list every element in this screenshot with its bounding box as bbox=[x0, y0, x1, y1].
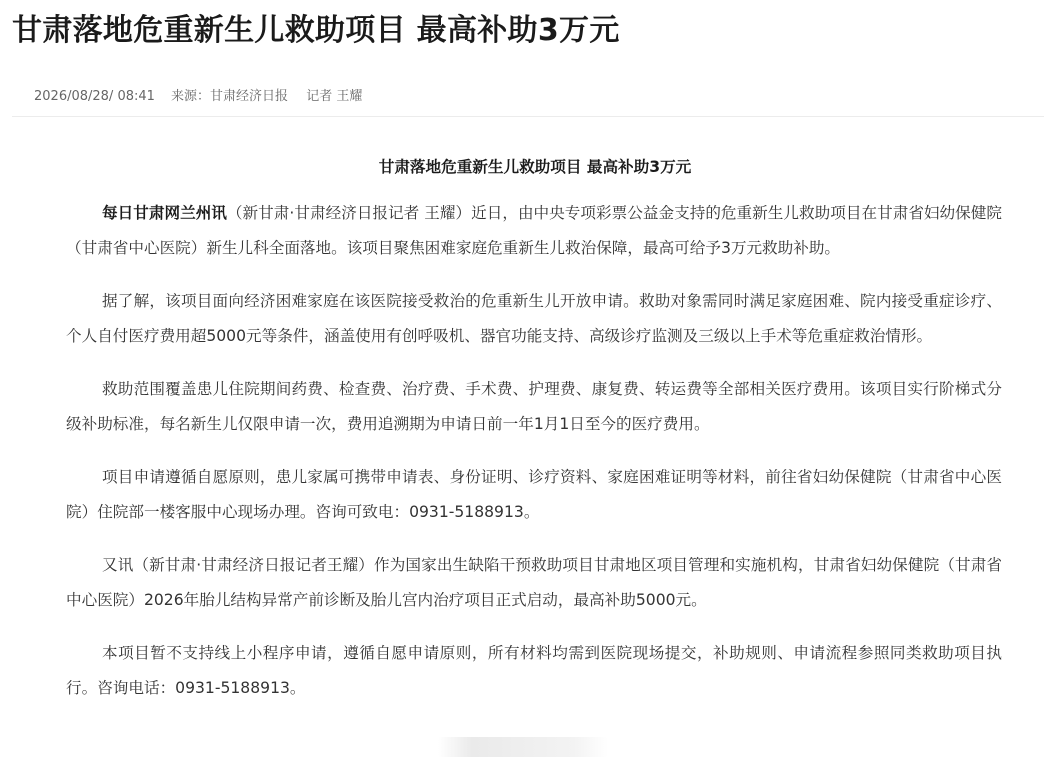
paragraph-5: 又讯（新甘肃·甘肃经济日报记者王耀）作为国家出生缺陷干预救助项目甘肃地区项目管理和实施机构，甘肃省妇幼保健院（甘肃省中心医院）2026年胎儿结构异常产前诊断及胎儿宫内治疗项目正式启动，最高补助5000元。 bbox=[66, 556, 1002, 609]
publish-date: 2026/08/28/ 08:41 bbox=[34, 89, 155, 104]
reporter-name: 记者 王耀 bbox=[306, 89, 363, 104]
paragraph-6: 本项目暂不支持线上小程序申请，遵循自愿申请原则，所有材料均需到医院现场提交，补助规则、申请流程参照同类救助项目执行。咨询电话：0931-5188913。 bbox=[66, 644, 1002, 697]
paragraph-1 bbox=[66, 196, 1002, 266]
dateline-lead: 每日甘肃网兰州讯 bbox=[102, 204, 227, 222]
article-headline: 甘肃落地危重新生儿救助项目 最高补助3万元 bbox=[12, 13, 620, 48]
paragraph-1-text: （新甘肃·甘肃经济日报记者 王耀）近日，由中央专项彩票公益金支持的危重新生儿救助项目在甘肃省妇幼保健院（甘肃省中心医院）新生儿科全面落地。该项目聚焦困难家庭危重新生儿救治保障，最高可给予3万元救助补助。 bbox=[66, 204, 1002, 257]
article-meta bbox=[34, 87, 362, 107]
source-link[interactable]: 来源：甘肃经济日报 bbox=[171, 89, 289, 104]
article-subtitle: 甘肃落地危重新生儿救助项目 最高补助3万元 bbox=[378, 158, 692, 176]
article-body bbox=[66, 155, 1002, 724]
paragraph-4: 项目申请遵循自愿原则，患儿家属可携带申请表、身份证明、诊疗资料、家庭困难证明等材料，前往省妇幼保健院（甘肃省中心医院）住院部一楼客服中心现场办理。咨询可致电：0931-5188913。 bbox=[66, 468, 1002, 521]
watermark-overlay bbox=[438, 737, 608, 757]
paragraph-2: 据了解，该项目面向经济困难家庭在该医院接受救治的危重新生儿开放申请。救助对象需同时满足家庭困难、院内接受重症诊疗、个人自付医疗费用超5000元等条件，涵盖使用有创呼吸机、器官功能支持、高级诊疗监测及三级以上手术等危重症救治情形。 bbox=[66, 292, 1002, 345]
header-divider bbox=[12, 116, 1044, 117]
paragraph-3: 救助范围覆盖患儿住院期间药费、检查费、治疗费、手术费、护理费、康复费、转运费等全部相关医疗费用。该项目实行阶梯式分级补助标准，每名新生儿仅限申请一次，费用追溯期为申请日前一年1月1日至今的医疗费用。 bbox=[66, 380, 1002, 433]
